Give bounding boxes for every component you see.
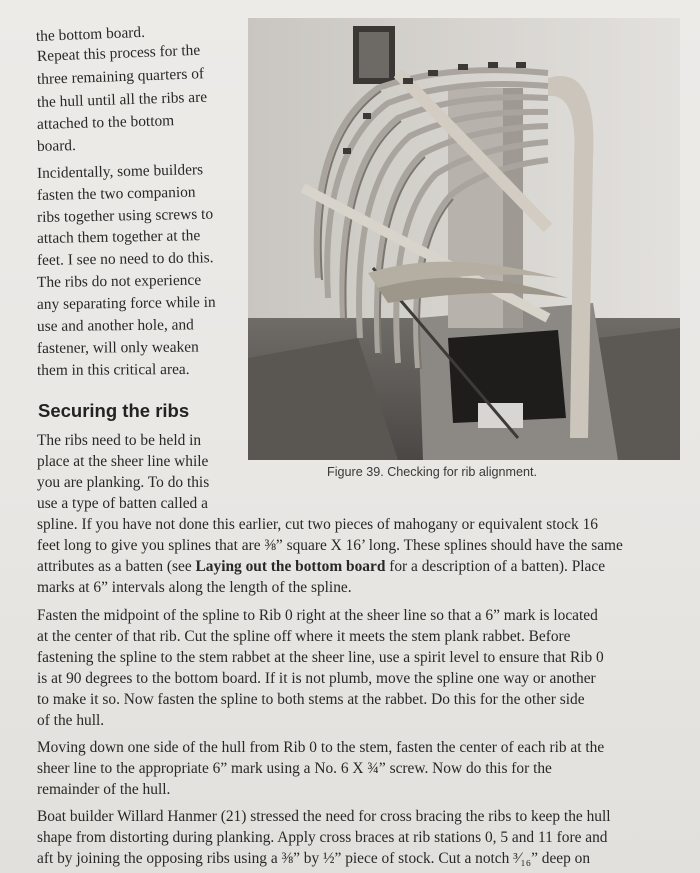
body-line: attached to the bottom <box>36 112 175 133</box>
body-line: to make it so. Now fasten the spline to both stems at the rabbet. Do this for the other side <box>37 691 585 708</box>
body-line: The ribs do not experience <box>36 271 202 291</box>
section-heading: Securing the ribs <box>38 400 190 421</box>
body-line: is at 90 degrees to the bottom board. If it is not plumb, move the spline one way or another <box>37 670 596 687</box>
body-line: the hull until all the ribs are <box>36 88 208 111</box>
body-line: fasten the two companion <box>36 183 196 204</box>
body-line: at the center of that rib. Cut the spline off where it meets the stem plank rabbet. Before <box>37 628 571 645</box>
body-line: Fasten the midpoint of the spline to Rib 0 right at the sheer line so that a 6” mark is located <box>37 607 598 624</box>
body-line: Incidentally, some builders <box>36 161 204 182</box>
body-line <box>37 557 605 577</box>
body-line: Boat builder Willard Hanmer (21) stressed the need for cross bracing the ribs to keep the hull <box>37 808 611 825</box>
body-line: feet. I see no need to do this. <box>36 249 214 269</box>
body-line: place at the sheer line while <box>37 453 209 470</box>
cross-reference-link[interactable]: Laying out the bottom board <box>195 558 386 575</box>
body-line: of the hull. <box>37 712 105 729</box>
body-line: any separating force while in <box>36 293 216 313</box>
figure-photo <box>248 18 680 460</box>
body-line: board. <box>36 137 77 155</box>
text-run: attributes as a batten (see <box>37 558 196 575</box>
body-line: fastening the spline to the stem rabbet at the sheer line, use a spirit level to ensure that Rib 0 <box>37 649 604 666</box>
body-line: fastener, will only weaken <box>36 338 199 357</box>
body-line: marks at 6” intervals along the length of the spline. <box>37 579 352 596</box>
body-line: ribs together using screws to <box>36 205 214 226</box>
body-line: spline. If you have not done this earlier, cut two pieces of mahogany or equivalent stock 16 <box>37 516 598 533</box>
body-line: shape from distorting during planking. Apply cross braces at rib stations 0, 5 and 11 fore and <box>37 829 608 846</box>
body-line: Moving down one side of the hull from Rib 0 to the stem, fasten the center of each rib at the <box>37 739 605 756</box>
body-line: feet long to give you splines that are ⅜” square X 16’ long. These splines should have the same <box>37 537 623 554</box>
body-line: aft by joining the opposing ribs using a ⅜” by ½” piece of stock. Cut a notch ³⁄₁₆” deep on <box>37 850 591 867</box>
body-line: use a type of batten called a <box>37 495 208 512</box>
text-run: for a description of a batten). Place <box>385 558 606 575</box>
body-line: remainder of the hull. <box>37 781 171 798</box>
rib-alignment-photo <box>248 18 680 460</box>
body-line: you are planking. To do this <box>37 474 210 491</box>
body-line: sheer line to the appropriate 6” mark using a No. 6 X ¾” screw. Now do this for the <box>37 760 552 777</box>
body-line: use and another hole, and <box>36 316 194 335</box>
body-line: them in this critical area. <box>36 360 190 379</box>
figure-caption: Figure 39. Checking for rib alignment. <box>327 465 537 479</box>
body-line: Repeat this process for the <box>36 41 201 65</box>
body-line: attach them together at the <box>36 227 201 247</box>
body-line: three remaining quarters of <box>36 65 205 88</box>
body-line: the bottom board. <box>35 23 146 45</box>
body-line: The ribs need to be held in <box>37 432 202 449</box>
